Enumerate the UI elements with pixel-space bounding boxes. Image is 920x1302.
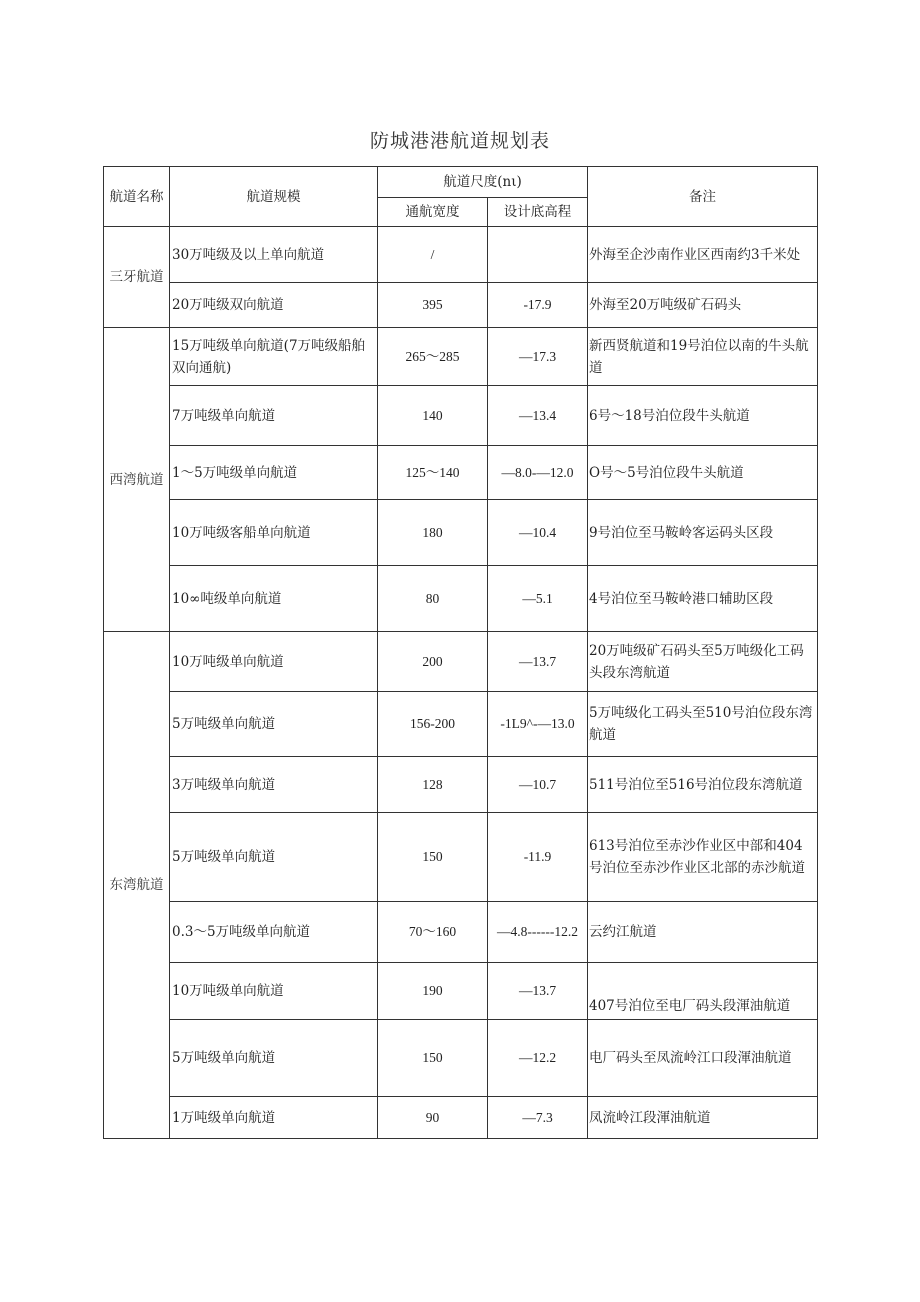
channel-note: 云约江航道 <box>588 902 818 963</box>
channel-scale: 10∞吨级单向航道 <box>170 566 378 632</box>
header-channel-scale: 航道规模 <box>170 167 378 227</box>
channel-group-name: 东湾航道 <box>104 632 170 1139</box>
header-channel-name: 航道名称 <box>104 167 170 227</box>
channel-note: 9号泊位至马鞍岭客运码头区段 <box>588 500 818 566</box>
table-row <box>104 446 818 500</box>
table-row <box>104 227 818 283</box>
table-row <box>104 963 818 1020</box>
navigable-width: 80 <box>378 566 488 632</box>
table-row <box>104 692 818 757</box>
design-depth: —10.7 <box>488 757 588 813</box>
header-navigable-width: 通航宽度 <box>378 198 488 227</box>
design-depth: —12.2 <box>488 1020 588 1097</box>
navigable-width: 200 <box>378 632 488 692</box>
channel-scale: 20万吨级双向航道 <box>170 283 378 328</box>
channel-note: 电厂码头至凤流岭江口段渾油航道 <box>588 1020 818 1097</box>
channel-scale: 5万吨级单向航道 <box>170 813 378 902</box>
design-depth: —5.1 <box>488 566 588 632</box>
table-row <box>104 813 818 902</box>
table-row <box>104 566 818 632</box>
navigable-width: 395 <box>378 283 488 328</box>
table-row <box>104 1020 818 1097</box>
channel-note: 凤流岭江段渾油航道 <box>588 1097 818 1139</box>
navigable-width: 156-200 <box>378 692 488 757</box>
channel-scale: 5万吨级单向航道 <box>170 692 378 757</box>
channel-scale: 7万吨级单向航道 <box>170 386 378 446</box>
channel-scale: 3万吨级单向航道 <box>170 757 378 813</box>
channel-scale: 10万吨级单向航道 <box>170 632 378 692</box>
table-row <box>104 500 818 566</box>
channel-note: 5万吨级化工码头至510号泊位段东湾航道 <box>588 692 818 757</box>
table-row <box>104 902 818 963</box>
navigable-width: 140 <box>378 386 488 446</box>
channel-note: 6号～18号泊位段牛头航道 <box>588 386 818 446</box>
navigable-width: 125～140 <box>378 446 488 500</box>
channel-scale: 10万吨级客船单向航道 <box>170 500 378 566</box>
design-depth: —10.4 <box>488 500 588 566</box>
design-depth: -1L9^-—13.0 <box>488 692 588 757</box>
navigable-width: 90 <box>378 1097 488 1139</box>
design-depth: —7.3 <box>488 1097 588 1139</box>
channel-scale: 1万吨级单向航道 <box>170 1097 378 1139</box>
channel-scale: 10万吨级单向航道 <box>170 963 378 1020</box>
design-depth: —13.7 <box>488 632 588 692</box>
design-depth: -11.9 <box>488 813 588 902</box>
channel-note: O号～5号泊位段牛头航道 <box>588 446 818 500</box>
header-note: 备注 <box>588 167 818 227</box>
design-depth: —13.7 <box>488 963 588 1020</box>
table-row <box>104 757 818 813</box>
channel-note: 613号泊位至赤沙作业区中部和404号泊位至赤沙作业区北部的赤沙航道 <box>588 813 818 902</box>
channel-group-name: 西湾航道 <box>104 328 170 632</box>
design-depth: -17.9 <box>488 283 588 328</box>
design-depth: —13.4 <box>488 386 588 446</box>
table-row <box>104 386 818 446</box>
channel-note: 4号泊位至马鞍岭港口辅助区段 <box>588 566 818 632</box>
navigable-width: / <box>378 227 488 283</box>
header-channel-dimension: 航道尺度(nι) <box>378 167 588 198</box>
design-depth: —17.3 <box>488 328 588 386</box>
channel-note: 新西贤航道和19号泊位以南的牛头航道 <box>588 328 818 386</box>
channel-note: 20万吨级矿石码头至5万吨级化工码头段东湾航道 <box>588 632 818 692</box>
design-depth <box>488 227 588 283</box>
navigable-width: 180 <box>378 500 488 566</box>
navigable-width: 70～160 <box>378 902 488 963</box>
table-row <box>104 632 818 692</box>
table-row <box>104 283 818 328</box>
design-depth: —4.8------12.2 <box>488 902 588 963</box>
channel-note: 外海至企沙南作业区西南约3千米处 <box>588 227 818 283</box>
table-row <box>104 328 818 386</box>
page-title: 防城港港航道规划表 <box>369 130 550 152</box>
navigable-width: 128 <box>378 757 488 813</box>
table-row <box>104 1097 818 1139</box>
channel-scale: 15万吨级单向航道(7万吨级船舶双向通航) <box>170 328 378 386</box>
channel-note: 外海至20万吨级矿石码头 <box>588 283 818 328</box>
channel-scale: 30万吨级及以上单向航道 <box>170 227 378 283</box>
channel-plan-table <box>103 166 818 1139</box>
channel-scale: 5万吨级单向航道 <box>170 1020 378 1097</box>
channel-note: 511号泊位至516号泊位段东湾航道 <box>588 757 818 813</box>
channel-group-name: 三牙航道 <box>104 227 170 328</box>
navigable-width: 265～285 <box>378 328 488 386</box>
channel-scale: 1～5万吨级单向航道 <box>170 446 378 500</box>
navigable-width: 150 <box>378 813 488 902</box>
navigable-width: 150 <box>378 1020 488 1097</box>
design-depth: —8.0-—12.0 <box>488 446 588 500</box>
channel-note: 407号泊位至电厂码头段渾油航道 <box>588 963 818 1020</box>
channel-scale: 0.3～5万吨级单向航道 <box>170 902 378 963</box>
navigable-width: 190 <box>378 963 488 1020</box>
header-design-depth: 设计底高程 <box>488 198 588 227</box>
